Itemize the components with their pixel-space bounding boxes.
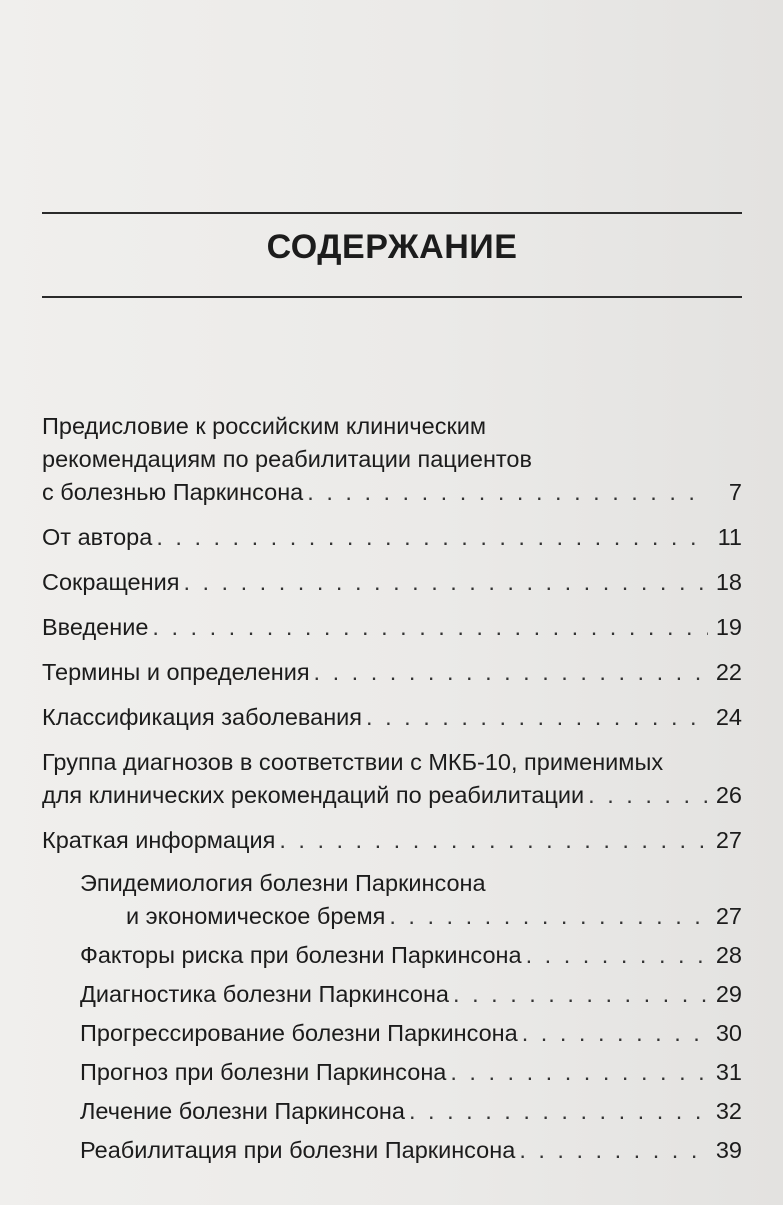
toc-entry	[42, 1134, 742, 1167]
toc-page-number: 18	[715, 569, 742, 595]
toc-leader-dots	[588, 779, 708, 812]
toc-page-number: 24	[715, 704, 742, 730]
toc-leader-dots	[279, 824, 708, 857]
table-of-contents	[42, 410, 742, 1167]
toc-entry-title-line: Факторы риска при болезни Паркинсона	[80, 942, 522, 968]
toc-entry	[42, 939, 742, 972]
toc-leader-dots	[183, 566, 708, 599]
toc-entry	[42, 978, 742, 1011]
toc-page-number: 27	[715, 827, 742, 853]
toc-entry-title-line: Краткая информация	[42, 827, 276, 853]
toc-page-number: 26	[715, 782, 742, 808]
toc-page-number: 11	[717, 524, 742, 550]
toc-page-number: 30	[715, 1020, 742, 1046]
toc-leader-dots	[366, 701, 708, 734]
toc-entry-title-line: рекомендациям по реабилитации пациентов	[42, 446, 532, 472]
toc-entry	[42, 1017, 742, 1050]
toc-entry	[42, 867, 742, 933]
toc-page-number: 7	[728, 479, 742, 505]
toc-entry-title-line: Классификация заболевания	[42, 704, 363, 730]
toc-entry-title-line: для клинических рекомендаций по реабилитации	[42, 782, 585, 808]
toc-leader-dots	[152, 611, 708, 644]
toc-leader-dots	[453, 978, 708, 1011]
toc-entry-title-line: Предисловие к российским клиническим	[42, 413, 487, 439]
toc-entry-title-line: Прогноз при болезни Паркинсона	[80, 1059, 447, 1085]
toc-entry-title-line: Прогрессирование болезни Паркинсона	[80, 1020, 518, 1046]
toc-entry	[42, 701, 742, 734]
toc-page-number: 22	[715, 659, 742, 685]
page-title: СОДЕРЖАНИЕ	[266, 228, 518, 266]
toc-entry-title-line: Реабилитация при болезни Паркинсона	[80, 1137, 516, 1163]
toc-entry	[42, 1095, 742, 1128]
toc-leader-dots	[307, 476, 708, 509]
toc-leader-dots	[409, 1095, 708, 1128]
toc-leader-dots	[156, 521, 708, 554]
toc-entry-title-line: Диагностика болезни Паркинсона	[80, 981, 450, 1007]
heading-rule-bottom	[42, 296, 742, 298]
toc-entry	[42, 746, 742, 812]
toc-entry-title-line: с болезнью Паркинсона	[42, 479, 304, 505]
toc-entry-title-line: Эпидемиология болезни Паркинсона	[80, 870, 486, 896]
toc-entry	[42, 824, 742, 857]
heading-rule-top	[42, 212, 742, 214]
toc-page-number: 32	[715, 1098, 742, 1124]
toc-entry	[42, 410, 742, 509]
toc-entry	[42, 566, 742, 599]
toc-entry-title-line: Сокращения	[42, 569, 180, 595]
toc-page-number: 39	[715, 1137, 742, 1163]
toc-entry-title-line: Введение	[42, 614, 149, 640]
toc-leader-dots	[450, 1056, 708, 1089]
toc-entry	[42, 611, 742, 644]
toc-page-number: 31	[715, 1059, 742, 1085]
toc-entry	[42, 656, 742, 689]
toc-entry	[42, 1056, 742, 1089]
toc-entry-title-line: Группа диагнозов в соответствии с МКБ-10, применимых	[42, 749, 664, 775]
toc-leader-dots	[314, 656, 708, 689]
toc-leader-dots	[522, 1017, 708, 1050]
toc-entry-title-line: и экономическое бремя	[126, 903, 386, 929]
toc-page-number: 27	[715, 903, 742, 929]
toc-page-number: 19	[715, 614, 742, 640]
toc-page-number: 29	[715, 981, 742, 1007]
toc-leader-dots	[389, 900, 708, 933]
toc-entry-title-line: От автора	[42, 524, 153, 550]
toc-entry	[42, 521, 742, 554]
toc-leader-dots	[526, 939, 708, 972]
toc-leader-dots	[519, 1134, 708, 1167]
toc-entry-title-line: Термины и определения	[42, 659, 310, 685]
toc-entry-title-line: Лечение болезни Паркинсона	[80, 1098, 405, 1124]
toc-page-number: 28	[715, 942, 742, 968]
